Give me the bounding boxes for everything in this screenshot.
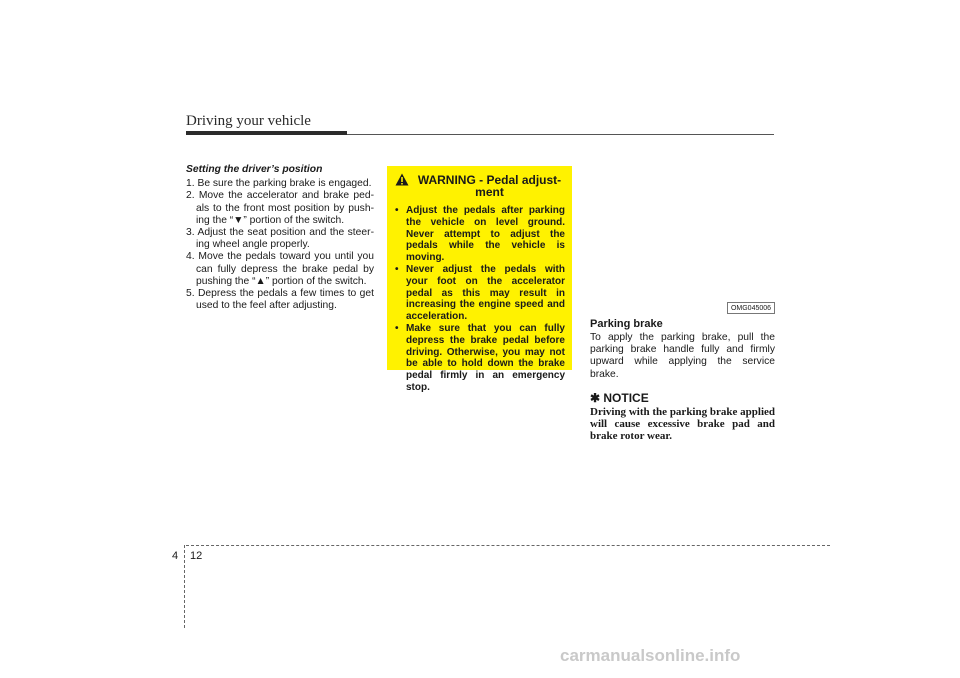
warning-title: WARNING - Pedal adjustment bbox=[417, 173, 562, 199]
parking-brake-text: To apply the parking brake, pull the parking brake handle fully and firmly upward while applying the service brake. bbox=[590, 332, 775, 380]
section-heading: Setting the driver’s position bbox=[186, 164, 323, 175]
warning-triangle-icon bbox=[395, 173, 409, 186]
image-code-label: OMG045006 bbox=[727, 302, 775, 314]
warning-item-text: Never adjust the pedals with your foot on the accelerator pedal as this may result in increasing the engine speed and acceleration. bbox=[406, 263, 565, 323]
parking-brake-section bbox=[590, 318, 775, 442]
step-item: 5. Depress the pedals a few times to get used to the feel after adjusting. bbox=[186, 288, 374, 312]
parking-brake-heading: Parking brake bbox=[590, 318, 663, 330]
bullet: • bbox=[395, 205, 399, 216]
warning-item bbox=[395, 323, 565, 394]
step-item: 2. Move the accelerator and brake pedals to the front most position by pushing the “▼” portion of the switch. bbox=[186, 190, 374, 226]
step-item: 4. Move the pedals toward you until you can fully depress the brake pedal by pushing the “▲” portion of the switch. bbox=[186, 251, 374, 287]
step-item: 3. Adjust the seat position and the steering wheel angle properly. bbox=[186, 227, 374, 251]
notice-heading: ✱ NOTICE bbox=[590, 390, 649, 405]
page-header-title: Driving your vehicle bbox=[186, 113, 311, 129]
watermark: carmanualsonline.info bbox=[560, 646, 741, 665]
warning-item bbox=[395, 205, 565, 264]
warning-list bbox=[395, 205, 565, 394]
footer-vertical-rule bbox=[184, 545, 185, 628]
step-item: 1. Be sure the parking brake is engaged. bbox=[186, 178, 372, 190]
bullet: • bbox=[395, 322, 399, 334]
warning-item-text: Make sure that you can fully depress the brake pedal before driving. Otherwise, you may not be able to hold down the brake pedal firmly in an emergency stop. bbox=[406, 322, 565, 393]
warning-box bbox=[387, 166, 572, 393]
warning-item-text: Adjust the pedals after parking the vehicle on level ground. Never attempt to adjust the pedals while the vehicle is moving. bbox=[406, 205, 565, 264]
header-rule-accent bbox=[186, 131, 347, 135]
notice-text: Driving with the parking brake applied will cause excessive brake pad and brake rotor wear. bbox=[590, 405, 775, 442]
warning-item bbox=[395, 264, 565, 323]
page-number: 12 bbox=[190, 550, 203, 562]
driver-position-section bbox=[186, 164, 374, 312]
footer-rule bbox=[186, 545, 830, 546]
warning-header bbox=[395, 174, 565, 198]
steps-list bbox=[186, 178, 374, 312]
bullet: • bbox=[395, 263, 399, 275]
chapter-number: 4 bbox=[172, 550, 179, 562]
